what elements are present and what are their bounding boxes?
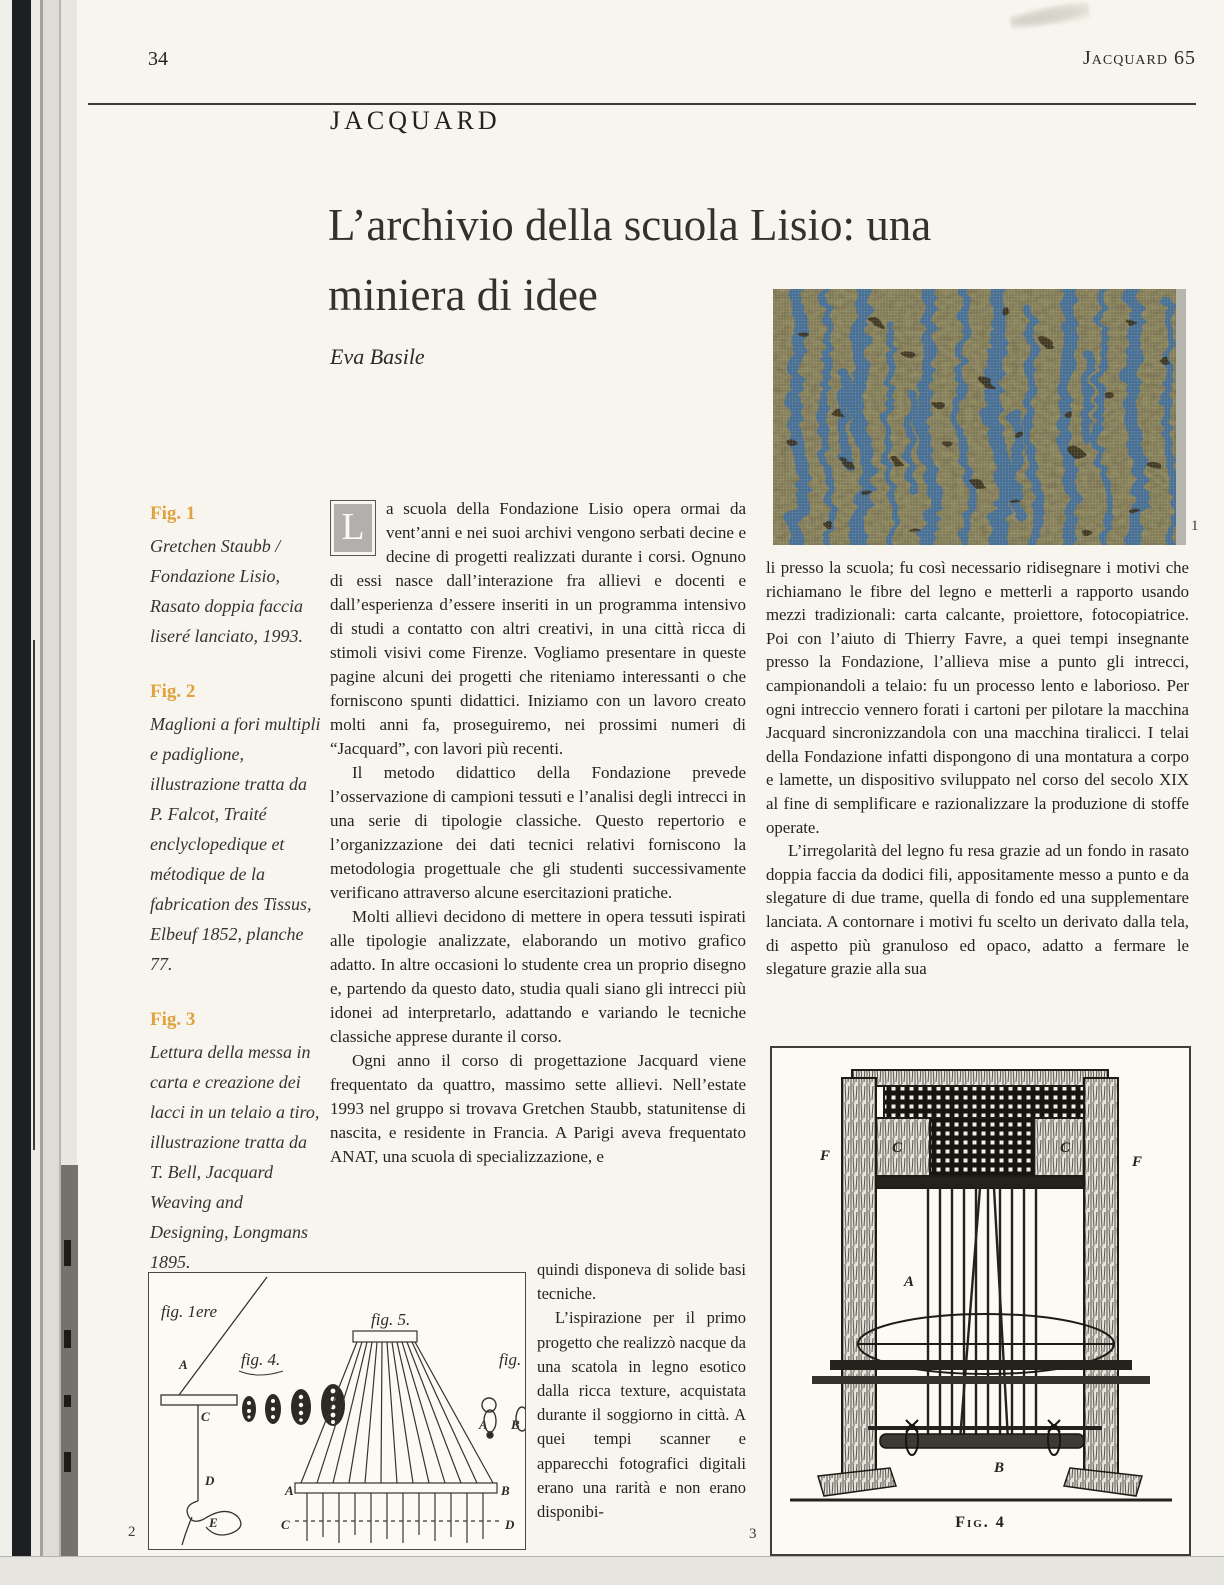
fig3-label: Fig. 3 — [150, 1009, 196, 1030]
edge-mark — [64, 1240, 71, 1266]
edge-mark — [64, 1452, 71, 1472]
paragraph: Molti allievi decidono di mettere in opera tessuti ispirati alle tipologie analizzate, elaborando un motivo grafico adatto. In altre occasioni lo studente crea un proprio disegno e, partendo da questo dato, studia quali siano gli intrecci più idonei ad interpretarlo, adattando e variando le tecniche classiche apprese durante il corso. — [330, 907, 746, 1046]
label-underline — [239, 1371, 283, 1375]
paragraph: Ogni anno il corso di progettazione Jacquard viene frequentato da quattro, massimo sette allievi. Nell’estate 1993 nel gruppo si trovava Gretchen Staubb, statunitense di nascita, e residente in Francia. A Parigi aveva frequentato ANAT, una scuola di specializzazione, e — [330, 1051, 746, 1166]
figure-marker-1: 1 — [1191, 518, 1199, 534]
textile-weave-sheen — [773, 289, 1186, 545]
figure-captions-sidebar — [150, 503, 322, 1307]
fig2-caption: Maglioni a fori multipli e padiglione, illustrazione tratta da P. Falcot, Traité enclyclopedique et métodique de la fabrication des Tissus, Elbeuf 1852, planche 77. — [150, 714, 321, 974]
cord-tail — [182, 1517, 192, 1545]
plate-letter: A — [179, 1357, 188, 1372]
fig1-caption: Gretchen Staubb / Fondazione Lisio, Rasato doppia faccia liseré lanciato, 1993. — [150, 536, 303, 646]
book-spine-shadow — [12, 0, 31, 1556]
plate-letter: C — [892, 1140, 903, 1156]
loom-mid-rail — [830, 1360, 1132, 1370]
loom-bottom-roller — [868, 1420, 1102, 1455]
plate-letter: C — [281, 1517, 290, 1532]
plate-letter: B — [501, 1483, 510, 1498]
plate-label: fig. — [499, 1350, 522, 1369]
edge-mark — [64, 1330, 71, 1348]
plate-letter: D — [205, 1473, 215, 1488]
page-number: 34 — [148, 48, 168, 70]
photo-edge — [1176, 289, 1186, 545]
loom-comber-board — [876, 1176, 1084, 1188]
article-title-line1: L’archivio della scuola Lisio: una — [328, 200, 932, 250]
bell-plate-caption: Fig. 4 — [955, 1514, 1006, 1531]
page-edge-sliver — [33, 640, 35, 1150]
body-column-2 — [766, 556, 1189, 981]
article-title-line2: miniera di idee — [328, 270, 598, 320]
fig3-caption: Lettura della messa in carta e creazione dei lacci in un telaio a tiro, illustrazione tratta da T. Bell, Jacquard Weaving and Designing, Longmans 1895. — [150, 1042, 320, 1272]
paragraph — [330, 497, 746, 761]
thread-fan-fig5 — [295, 1331, 501, 1543]
plate-label: fig. 5. — [371, 1310, 411, 1329]
bell-plate-fig4 — [770, 1046, 1191, 1556]
loom-left-post — [842, 1078, 876, 1480]
plate-letter: F — [1132, 1154, 1143, 1170]
body-column-1-narrow — [537, 1258, 746, 1524]
paragraph: quindi disponeva di solide basi tecniche. — [537, 1260, 746, 1304]
plate-label: fig. 4. — [241, 1350, 281, 1369]
pencil-smudge — [1009, 1, 1091, 34]
edge-mark — [64, 1395, 71, 1407]
paragraph: L’irregolarità del legno fu resa grazie ad un fondo in rasato doppia faccia da dodici fili, appositamente messo a punto e da slegature di due trame, quella di fondo ed una supplementare lanciata. A contornare i motivi fu scelto un derivato dalla tela, di aspetto più granuloso ed opaco, adatto a fermare le slegature grazie alla sua — [766, 841, 1189, 979]
paragraph: L’ispirazione per il primo progetto che realizzò nacque da una scatola in legno esotico dalla ricca texture, acquistata durante il soggiorno in città. A quei tempi scanner e apparecchi fotografici digitali erano una rarità e non erano disponibi- — [537, 1308, 746, 1522]
loom-card-band-upper — [884, 1086, 1084, 1118]
paragraph: li presso la scuola; fu così necessario ridisegnare i motivi che richiamano le fibre del legno e metterli a rapporto usando mezzi tradizionali: carta calcante, proiettore, fotocopiatrice. Poi con l’aiuto di Thierry Favre, a quei tempi insegnante presso la Fondazione, l’allieva mise a punto gli intrecci, campionandoli a telaio: fu un processo lento e laborioso. Per ogni intreccio vennero forati i cartoni per pilotare la macchina Jacquard sincronizzandola con una macchina tiralicci. I telai della Fondazione infatti dispongono di una montatura a corpo e lamette, un dispositivo sviluppato nel corso del secolo XIX al fine di semplificare e razionalizzare la produzione di stoffe operate. — [766, 558, 1189, 837]
loom-table-edge — [812, 1376, 1150, 1384]
loom-top-lintel — [852, 1070, 1108, 1086]
plate-letter: D — [505, 1517, 515, 1532]
paragraph-text: a scuola della Fondazione Lisio opera ormai da vent’anni e nei suoi archivi vengono serbati decine e decine di progetti realizzati durante i corsi. Ognuno di essi nasce dall’interazione fra allievi e docenti e dall’esperienza d’essere inseriti in un programma intensivo di studi a contatto con altri creativi, in una città ricca di stimoli visivi come Firenze. Vogliamo presentare in queste pagine alcuni dei progetti che riteniamo interessanti o che forniscono spunti didattici. Iniziamo con un lavoro creato molti anni fa, proseguiremo, nei prossimi numeri di “Jacquard”, con lavori più recenti. — [330, 499, 746, 758]
drop-cap: L — [330, 500, 376, 556]
scan-margin — [0, 0, 12, 1556]
fig2-label: Fig. 2 — [150, 681, 196, 702]
loom-card-band-lower — [930, 1118, 1034, 1176]
plate-letter: B — [511, 1417, 520, 1432]
plate-letter: C — [201, 1409, 210, 1424]
section-kicker: JACQUARD — [330, 106, 501, 135]
article-author: Eva Basile — [330, 344, 425, 369]
textile-photo-fig1 — [773, 289, 1186, 545]
figure-marker-2: 2 — [128, 1524, 136, 1540]
header-rule — [88, 103, 1196, 105]
loom-feet — [818, 1468, 1142, 1496]
falcot-plate-fig2 — [148, 1272, 526, 1550]
figure-marker-3: 3 — [749, 1526, 757, 1542]
plate-letter: C — [1060, 1140, 1071, 1156]
plate-letter: A — [285, 1483, 294, 1498]
plate-letter: A — [479, 1417, 488, 1432]
fig1-label: Fig. 1 — [150, 503, 196, 524]
lisses-eyelets — [242, 1384, 345, 1426]
plate-letter: E — [209, 1515, 218, 1530]
plate-letter: F — [820, 1148, 831, 1164]
page-edge-dark — [61, 1165, 78, 1556]
pulley-bar — [161, 1395, 237, 1405]
page-edge-2 — [43, 0, 59, 1556]
plate-letter: B — [994, 1460, 1005, 1476]
running-head: Jacquard 65 — [1082, 47, 1196, 69]
scan-bottom-band — [0, 1556, 1224, 1585]
paragraph: Il metodo didattico della Fondazione prevede l’osservazione di campioni tessuti e l’analisi degli intrecci in una serie di tipologie classiche. Questo repertorio e l’organizzazione dei dati tecnici relativi forniscono la metodologia progettuale che gli studenti successivamente verificano attraverso alcune esercitazioni pratiche. — [330, 763, 746, 902]
plate-letter: A — [904, 1274, 915, 1290]
engraving-diagonal-cord — [179, 1277, 267, 1395]
plate-label: fig. 1ere — [161, 1302, 218, 1321]
loom-right-post — [1084, 1078, 1118, 1480]
body-column-1 — [330, 497, 746, 1169]
